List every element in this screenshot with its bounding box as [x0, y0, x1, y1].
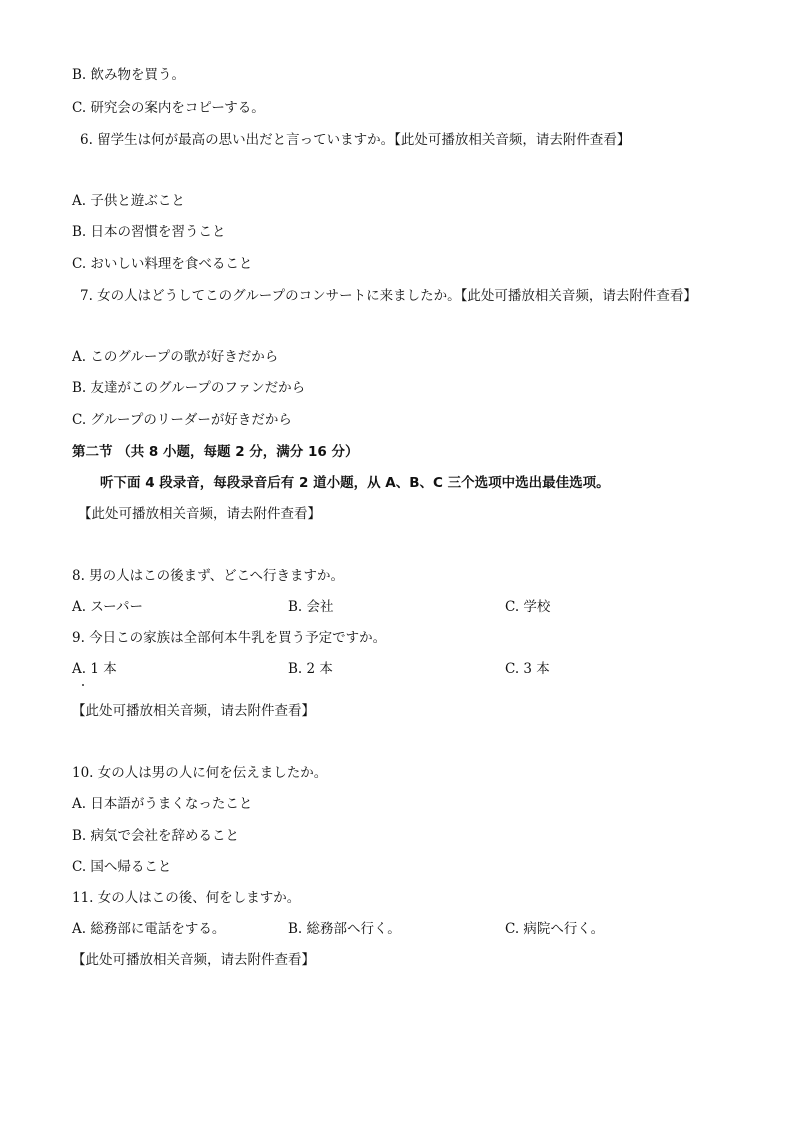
option-7c: C. グループのリーダーが好きだから — [72, 412, 292, 428]
option-6b: B. 日本の習慣を習うこと — [72, 224, 226, 240]
option-7a: A. このグループの歌が好きだから — [72, 349, 279, 365]
option-5b: B. 飲み物を買う。 — [72, 67, 186, 83]
option-5c: C. 研究会の案内をコピーする。 — [72, 100, 265, 116]
audio-note-3: 【此处可播放相关音频，请去附件查看】 — [72, 952, 315, 968]
option-6a: A. 子供と遊ぶこと — [72, 193, 185, 209]
option-8b: B. 会社 — [288, 599, 334, 615]
option-11a: A. 総務部に電話をする。 — [72, 921, 226, 937]
option-7b: B. 友達がこのグループのファンだから — [72, 380, 306, 396]
option-9a: A. 1 本 — [72, 661, 117, 677]
option-9c: C. 3 本 — [505, 661, 550, 677]
option-10c: C. 国へ帰ること — [72, 859, 172, 875]
option-8c: C. 学校 — [505, 599, 551, 615]
option-11c: C. 病院へ行く。 — [505, 921, 605, 937]
audio-note-2: 【此处可播放相关音频，请去附件查看】 — [72, 703, 315, 719]
option-6c: C. おいしい料理を食べること — [72, 256, 253, 272]
question-7: 7. 女の人はどうしてこのグループのコンサートに来ましたか。【此处可播放相关音频，请去附件查看】 — [80, 288, 697, 304]
option-8a: A. スーパー — [72, 599, 143, 615]
section-heading: 第二节 （共 8 小题，每题 2 分，满分 16 分） — [72, 444, 359, 460]
question-9: 9. 今日この家族は全部何本牛乳を買う予定ですか。 — [72, 630, 387, 646]
option-11b: B. 総務部へ行く。 — [288, 921, 401, 937]
question-8: 8. 男の人はこの後まず、どこへ行きますか。 — [72, 568, 345, 584]
question-10: 10. 女の人は男の人に何を伝えましたか。 — [72, 765, 328, 781]
stray-mark — [82, 684, 84, 686]
option-10b: B. 病気で会社を辞めること — [72, 828, 240, 844]
option-9b: B. 2 本 — [288, 661, 333, 677]
option-10a: A. 日本語がうまくなったこと — [72, 796, 253, 812]
question-6: 6. 留学生は何が最高の思い出だと言っていますか。【此处可播放相关音频，请去附件查看】 — [80, 132, 631, 148]
question-11: 11. 女の人はこの後、何をしますか。 — [72, 890, 301, 906]
section-instructions: 听下面 4 段录音，每段录音后有 2 道小题，从 A、B、C 三个选项中选出最佳选项。 — [100, 475, 610, 491]
audio-note-1: 【此处可播放相关音频，请去附件查看】 — [78, 506, 321, 522]
